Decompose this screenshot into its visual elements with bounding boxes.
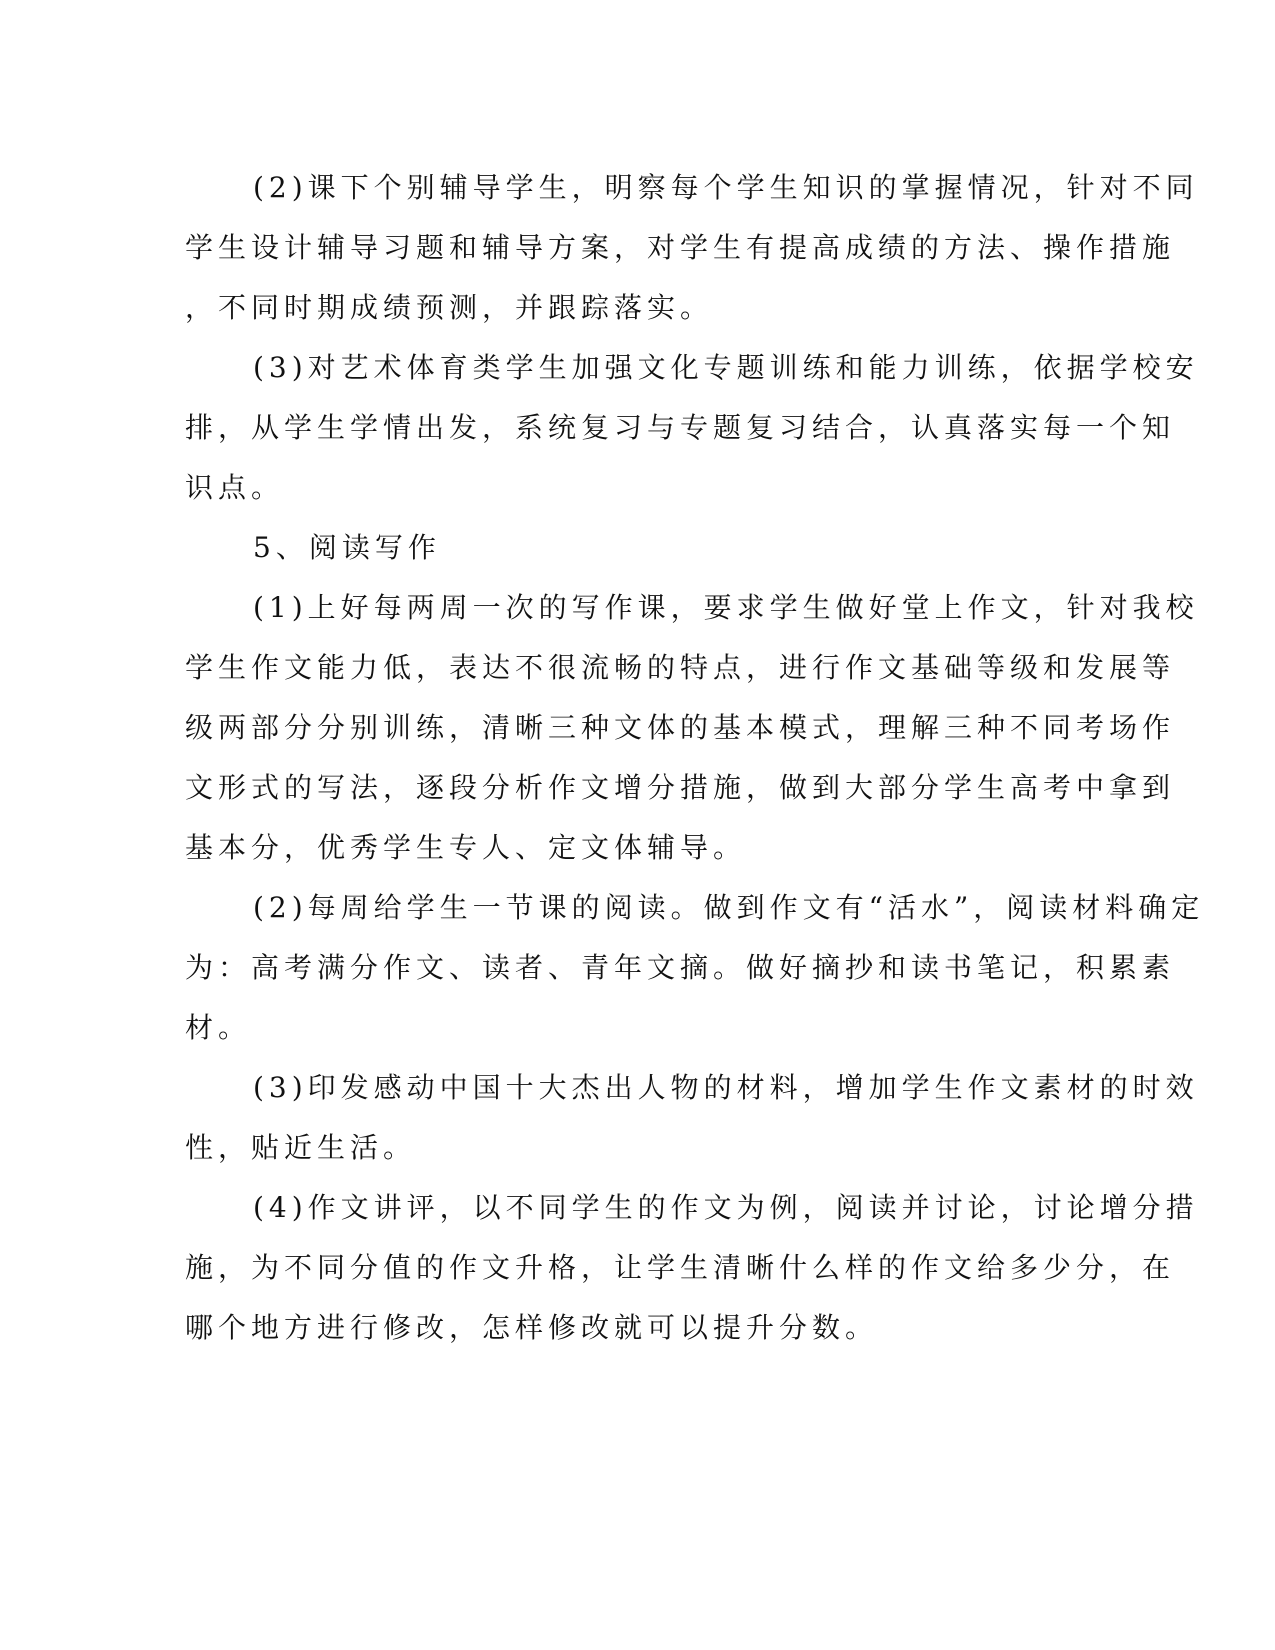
paragraph-line: 施，为不同分值的作文升格，让学生清晰什么样的作文给多少分，在 bbox=[185, 1251, 1176, 1284]
paragraph-line: (1)上好每两周一次的写作课，要求学生做好堂上作文，针对我校 bbox=[253, 591, 1199, 624]
paragraph-line: (2)每周给学生一节课的阅读。做到作文有“活水”，阅读材料确定 bbox=[253, 891, 1205, 924]
paragraph-line: 学生作文能力低，表达不很流畅的特点，进行作文基础等级和发展等 bbox=[185, 651, 1176, 684]
paragraph-line: (3)印发感动中国十大杰出人物的材料，增加学生作文素材的时效 bbox=[253, 1071, 1199, 1104]
paragraph-line: 为：高考满分作文、读者、青年文摘。做好摘抄和读书笔记，积累素 bbox=[185, 951, 1176, 984]
paragraph-line: 识点。 bbox=[185, 471, 285, 504]
paragraph-line: 性，贴近生活。 bbox=[185, 1131, 417, 1164]
paragraph-line: (3)对艺术体育类学生加强文化专题训练和能力训练，依据学校安 bbox=[253, 351, 1199, 384]
paragraph-line: 哪个地方进行修改，怎样修改就可以提升分数。 bbox=[185, 1311, 879, 1344]
paragraph-line: 文形式的写法，逐段分析作文增分措施，做到大部分学生高考中拿到 bbox=[185, 771, 1176, 804]
paragraph-line: 材。 bbox=[185, 1011, 252, 1044]
paragraph-line: (4)作文讲评，以不同学生的作文为例，阅读并讨论，讨论增分措 bbox=[253, 1191, 1199, 1224]
document-body bbox=[185, 158, 1205, 1358]
paragraph-line: 级两部分分别训练，清晰三种文体的基本模式，理解三种不同考场作 bbox=[185, 711, 1176, 744]
paragraph-line: 学生设计辅导习题和辅导方案，对学生有提高成绩的方法、操作措施 bbox=[185, 231, 1176, 264]
section-heading: 5、阅读写作 bbox=[253, 531, 441, 564]
paragraph-line: ，不同时期成绩预测，并跟踪落实。 bbox=[185, 291, 714, 324]
paragraph-line: (2)课下个别辅导学生，明察每个学生知识的掌握情况，针对不同 bbox=[253, 171, 1199, 204]
paragraph-line: 基本分，优秀学生专人、定文体辅导。 bbox=[185, 831, 747, 864]
paragraph-line: 排，从学生学情出发，系统复习与专题复习结合，认真落实每一个知 bbox=[185, 411, 1176, 444]
